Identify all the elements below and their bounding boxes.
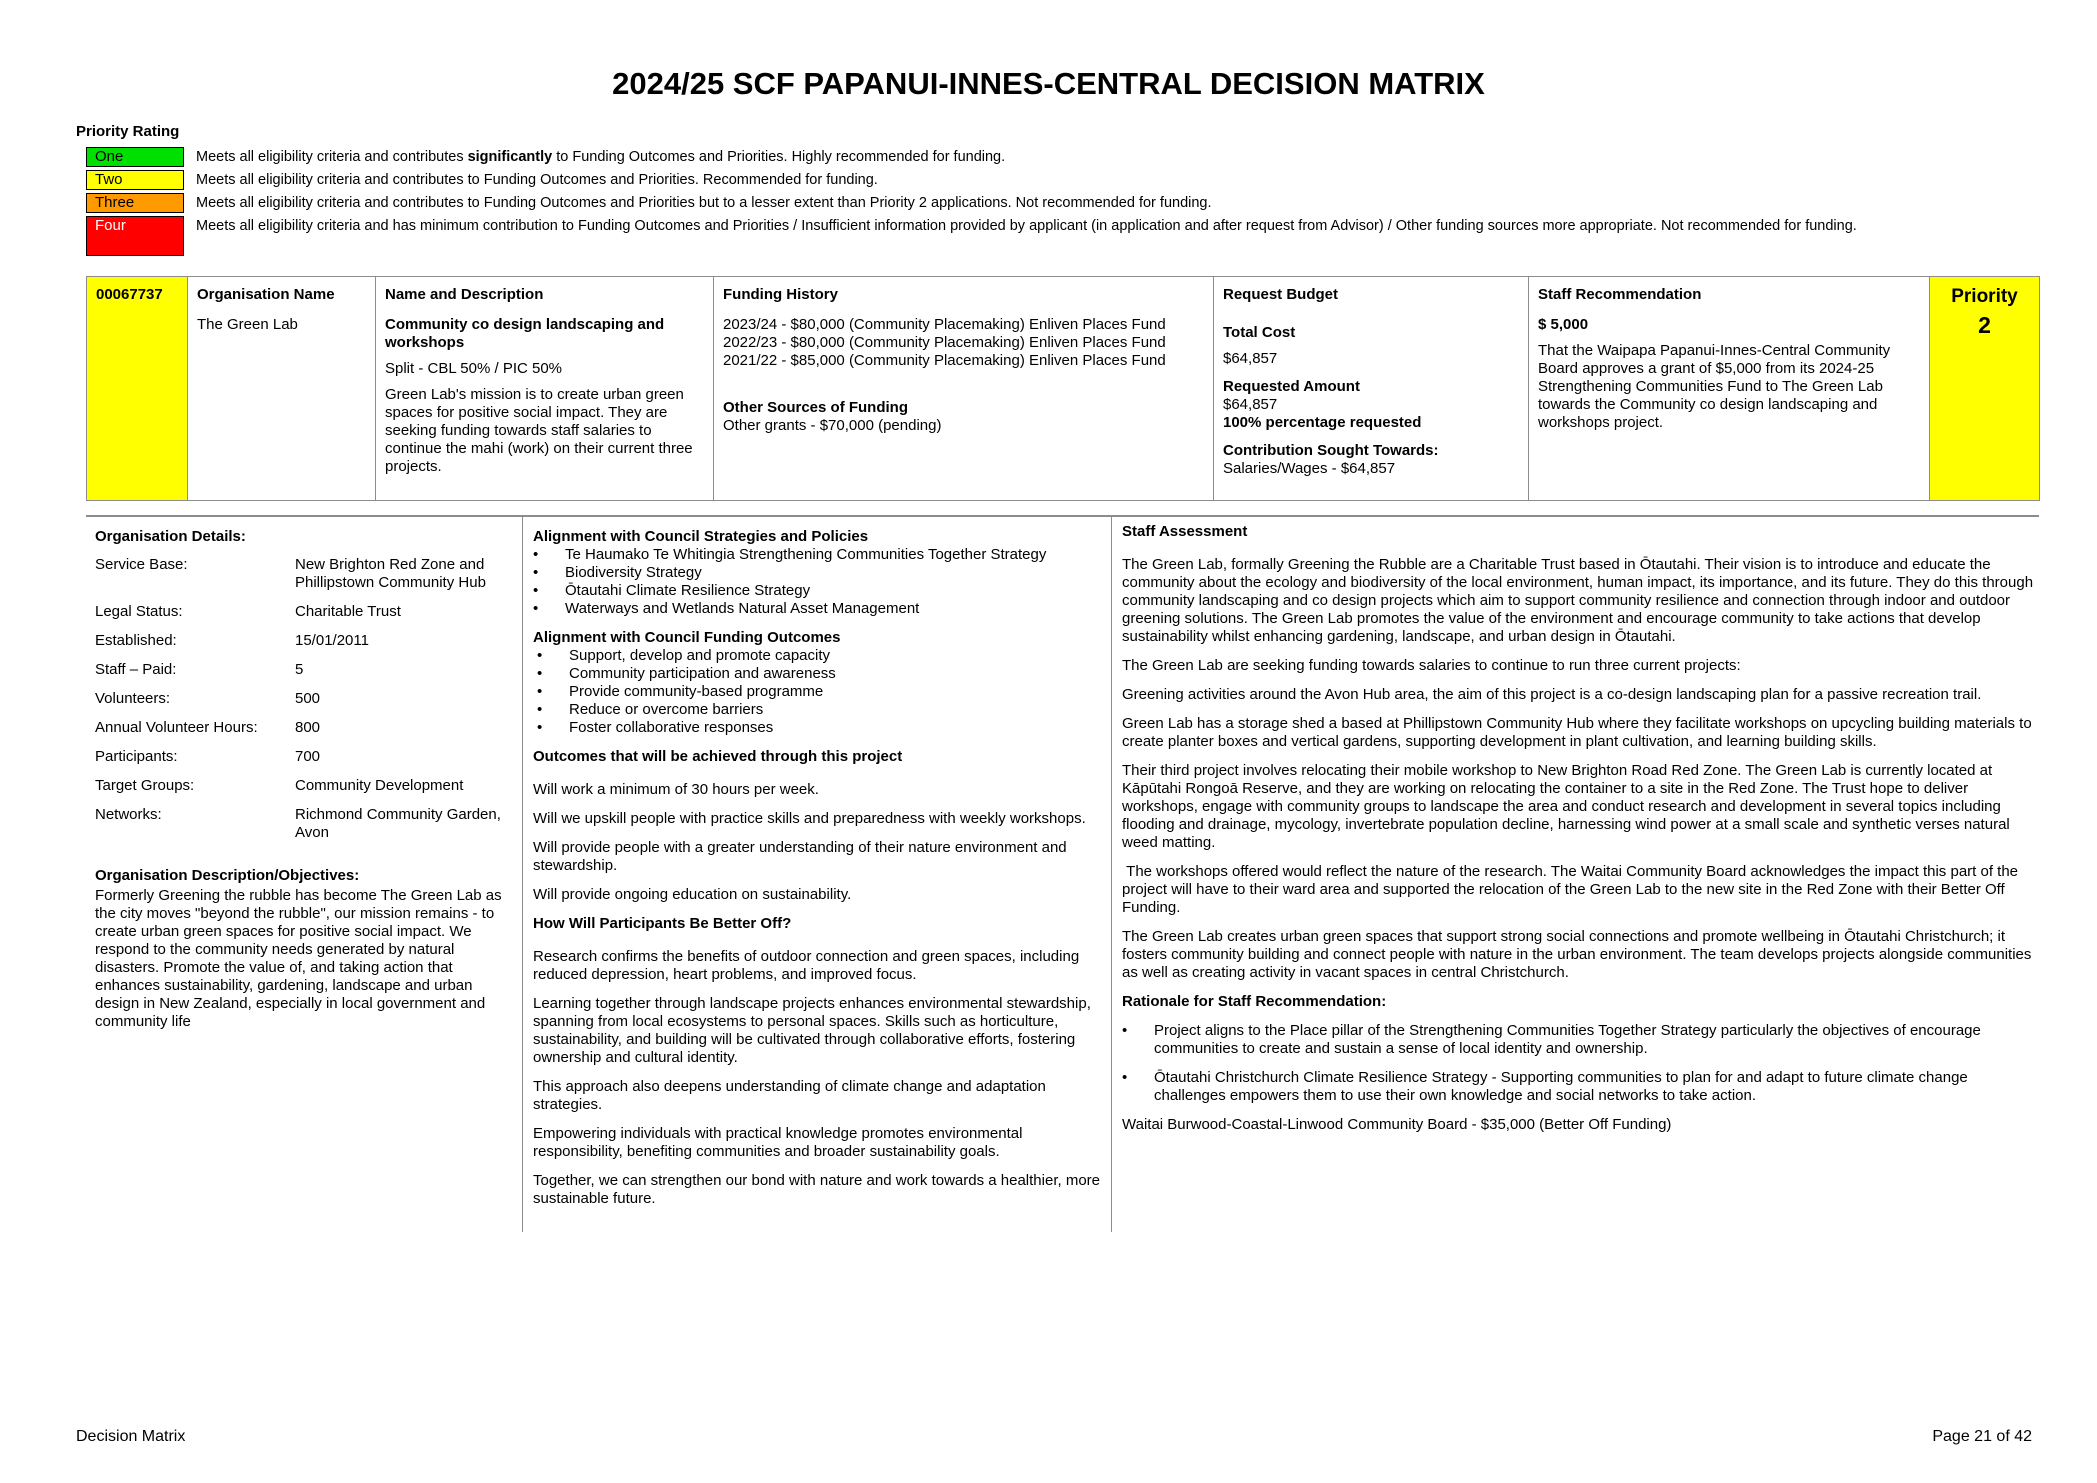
name-description-heading: Name and Description [385,286,544,303]
organisation-description-heading: Organisation Description/Objectives: [95,867,360,884]
funding-history-item: 2021/22 - $85,000 (Community Placemaking) Enliven Places Fund [723,352,1166,369]
requested-amount-label: Requested Amount [1223,378,1360,395]
project-outcome: Will provide ongoing education on sustainability. [533,886,852,903]
total-cost-value: $64,857 [1223,350,1278,367]
better-off-heading: How Will Participants Be Better Off? [533,915,792,932]
detail-key: Target Groups: [95,777,195,794]
funding-history-cell [714,277,1214,501]
name-description-cell [376,277,714,501]
assessment-paragraph: The Green Lab creates urban green spaces that support strong social connections and promote wellbeing in Ōtautahi Christchurch; it fosters community building and connect people with nature in the urban environment. The team develops projects alongside communities as well as creating activity in vacant spaces in central Christchurch. [1122,928,2032,981]
funding-outcome-item: • Reduce or overcome barriers [569,701,1103,719]
funding-history-item: 2022/23 - $80,000 (Community Placemaking) Enliven Places Fund [723,334,1166,351]
funding-outcomes-heading: Alignment with Council Funding Outcomes [533,629,841,646]
staff-recommendation-amount: $ 5,000 [1538,316,1589,333]
priority-swatch-two: Two [86,170,184,190]
staff-recommendation-heading: Staff Recommendation [1538,286,1702,303]
requested-amount-value: $64,857 [1223,396,1278,413]
detail-key: Networks: [95,806,162,823]
strategies-list [533,546,1103,618]
rationale-list [1122,1022,2034,1105]
detail-key: Volunteers: [95,690,171,707]
better-off-paragraph: This approach also deepens understanding of climate change and adaptation strategies. [533,1078,1046,1113]
staff-recommendation-text: That the Waipapa Papanui-Innes-Central Community Board approves a grant of $5,000 from its 2024-25 Strengthening Communities Fund to The Green Lab towards the Community co design landscaping and workshops project. [1538,342,1891,431]
priority-text-one-b: to Funding Outcomes and Priorities. Highly recommended for funding. [552,149,1006,165]
detail-value: 500 [295,690,321,707]
detail-value: New Brighton Red Zone and Phillipstown Community Hub [295,556,486,591]
better-off-paragraph: Learning together through landscape projects enhances environmental stewardship, spanning from local ecosystems to personal spaces. Skills such as horticulture, sustainability, and building will be cultivated through collaborative efforts, fostering ownership and cultural identity. [533,995,1091,1066]
priority-rating-heading: Priority Rating [76,123,180,140]
priority-value: 2 [1978,312,1991,338]
strategy-item: • Ōtautahi Climate Resilience Strategy [565,582,1103,600]
organisation-details-column [95,528,515,1031]
assessment-paragraph: Green Lab has a storage shed a based at Phillipstown Community Hub where they facilitate workshops on upcycling building materials to create planter boxes and vertical gardens, supporting development in plant cultivation, and learning building skills. [1122,715,2032,750]
alignment-column [533,528,1103,1208]
other-sources-heading: Other Sources of Funding [723,399,909,416]
organisation-description: Formerly Greening the rubble has become The Green Lab as the city moves "beyond the rubble", our mission remains - to create urban green spaces for positive social impact. We respond to the community needs generated by natural disasters. Promote the value of, and taking action that enhances sustainability, gardening, landscape and urban design in New Zealand, especially in local government and community life [95,887,502,1030]
detail-key: Annual Volunteer Hours: [95,719,258,736]
section-divider [86,515,2039,517]
detail-value: 700 [295,748,321,765]
detail-key: Staff – Paid: [95,661,177,678]
footer-document-name: Decision Matrix [76,1428,186,1445]
project-outcomes-heading: Outcomes that will be achieved through this project [533,748,903,765]
application-id: 00067737 [96,286,163,303]
organisation-name: The Green Lab [197,316,298,333]
detail-value: 5 [295,661,304,678]
better-off-paragraph: Research confirms the benefits of outdoor connection and green spaces, including reduced depression, heart problems, and improved focus. [533,948,1080,983]
funding-outcomes-list [533,647,1103,737]
funding-history-heading: Funding History [723,286,838,303]
priority-text-four: Meets all eligibility criteria and has minimum contribution to Funding Outcomes and Priorities / Insufficient information provided by applicant (in application and after request from Advisor) / Other funding sources more appropriate. Not recommended for funding. [196,218,1857,234]
priority-swatch-three: Three [86,193,184,213]
strategies-heading: Alignment with Council Strategies and Policies [533,528,869,545]
column-divider [1111,517,1112,1232]
project-outcome: Will provide people with a greater understanding of their nature environment and stewardship. [533,839,1067,874]
organisation-details-heading: Organisation Details: [95,528,246,545]
organisation-name-heading: Organisation Name [197,286,335,303]
assessment-paragraph: Their third project involves relocating their mobile workshop to New Brighton Road Red Zone. The Green Lab is currently located at Kāpūtahi Rongoā Reserve, and they are working on relocating the container to a site in the Red Zone. The Trust hope to deliver workshops, engage with community groups to landscape the area and conduct research and development in several topics including flooding and drainage, mycology, invertebrate population decline, harnessing wind power at a small scale and synthetic verses natural weed matting. [1122,762,2010,851]
funding-history-item: 2023/24 - $80,000 (Community Placemaking) Enliven Places Fund [723,316,1166,333]
priority-text-two: Meets all eligibility criteria and contributes to Funding Outcomes and Priorities. Recommended for funding. [196,172,878,188]
assessment-closing: Waitai Burwood-Coastal-Linwood Community Board - $35,000 (Better Off Funding) [1122,1116,1672,1133]
rationale-item: • Ōtautahi Christchurch Climate Resilience Strategy - Supporting communities to plan for and adapt to future climate change challenges empowers them to use their own knowledge and social networks to take action. [1154,1069,2034,1105]
priority-text-one-bold: significantly [467,149,553,165]
detail-value: Community Development [295,777,464,794]
detail-value: Richmond Community Garden, Avon [295,806,501,841]
strategy-item: • Waterways and Wetlands Natural Asset Management [565,600,1103,618]
priority-text-three: Meets all eligibility criteria and contributes to Funding Outcomes and Priorities but to a lesser extent than Priority 2 applications. Not recommended for funding. [196,195,1212,211]
detail-key: Legal Status: [95,603,183,620]
detail-value: 15/01/2011 [295,632,369,649]
contribution-label: Contribution Sought Towards: [1223,442,1439,459]
detail-value: 800 [295,719,321,736]
priority-swatch-four: Four [86,216,184,256]
page-title: 2024/25 SCF PAPANUI-INNES-CENTRAL DECISION MATRIX [612,66,1485,101]
funding-split: Split - CBL 50% / PIC 50% [385,360,563,377]
strategy-item: • Te Haumako Te Whitingia Strengthening Communities Together Strategy [565,546,1103,564]
detail-value: Charitable Trust [295,603,401,620]
assessment-paragraph: The Green Lab are seeking funding towards salaries to continue to run three current projects: [1122,657,1741,674]
funding-outcome-item: • Provide community-based programme [569,683,1103,701]
rationale-heading: Rationale for Staff Recommendation: [1122,993,1387,1010]
total-cost-label: Total Cost [1223,324,1296,341]
footer-page-number: Page 21 of 42 [1932,1428,2032,1445]
funding-outcome-item: • Support, develop and promote capacity [569,647,1103,665]
better-off-paragraph: Together, we can strengthen our bond with nature and work towards a healthier, more sustainable future. [533,1172,1101,1207]
detail-key: Participants: [95,748,178,765]
application-summary-table [86,276,2040,501]
priority-cell [1930,277,2040,501]
staff-assessment-column [1122,523,2034,1134]
project-outcome: Will work a minimum of 30 hours per week. [533,781,819,798]
rationale-item: • Project aligns to the Place pillar of the Strengthening Communities Together Strategy particularly the objectives of encourage communities to create and sustain a sense of local identity and ownership. [1154,1022,2034,1058]
priority-heading: Priority [1951,286,2018,307]
application-id-cell [87,277,188,501]
request-budget-heading: Request Budget [1223,286,1339,303]
better-off-paragraph: Empowering individuals with practical knowledge promotes environmental responsibility, benefiting communities and broader sustainability goals. [533,1125,1023,1160]
detail-key: Service Base: [95,556,188,573]
contribution-value: Salaries/Wages - $64,857 [1223,460,1396,477]
assessment-paragraph: Greening activities around the Avon Hub area, the aim of this project is a co-design landscaping plan for a passive recreation trail. [1122,686,1982,703]
strategy-item: • Biodiversity Strategy [565,564,1103,582]
staff-recommendation-cell [1529,277,1930,501]
project-description: Green Lab's mission is to create urban green spaces for positive social impact. They are seeking funding towards staff salaries to continue the mahi (work) on their current three projects. [385,386,693,475]
funding-outcome-item: • Community participation and awareness [569,665,1103,683]
organisation-name-cell [188,277,376,501]
priority-swatch-one: One [86,147,184,167]
priority-text-one [196,148,2056,166]
funding-outcome-item: • Foster collaborative responses [569,719,1103,737]
staff-assessment-heading: Staff Assessment [1122,523,1248,540]
request-budget-cell [1214,277,1529,501]
column-divider [522,517,523,1232]
assessment-paragraph: The Green Lab, formally Greening the Rubble are a Charitable Trust based in Ōtautahi. Their vision is to introduce and educate the community about the ecology and biodiversity of the local environment, human impact, its importance, and its future. They do this through community landscaping and co design projects which aim to support community resilience and connection through indoor and outdoor greening solutions. The Green Lab promotes the value of the environment and encourage community to take actions that develop sustainability whilst enhancing gardening, landscape, and urban design in Ōtautahi. [1122,556,2034,645]
other-sources: Other grants - $70,000 (pending) [723,417,942,434]
percentage-requested: 100% percentage requested [1223,414,1422,431]
assessment-paragraph: The workshops offered would reflect the nature of the research. The Waitai Community Board acknowledges the impact this part of the project will have to their ward area and supported the relocation of the Green Lab to the new site in the Red Zone with their Better Off Funding. [1122,863,2023,916]
detail-key: Established: [95,632,177,649]
priority-text-one-a: Meets all eligibility criteria and contributes [196,149,468,165]
organisation-details-table [95,556,515,853]
project-name: Community co design landscaping and workshops [385,316,665,351]
project-outcome: Will we upskill people with practice skills and preparedness with weekly workshops. [533,810,1086,827]
